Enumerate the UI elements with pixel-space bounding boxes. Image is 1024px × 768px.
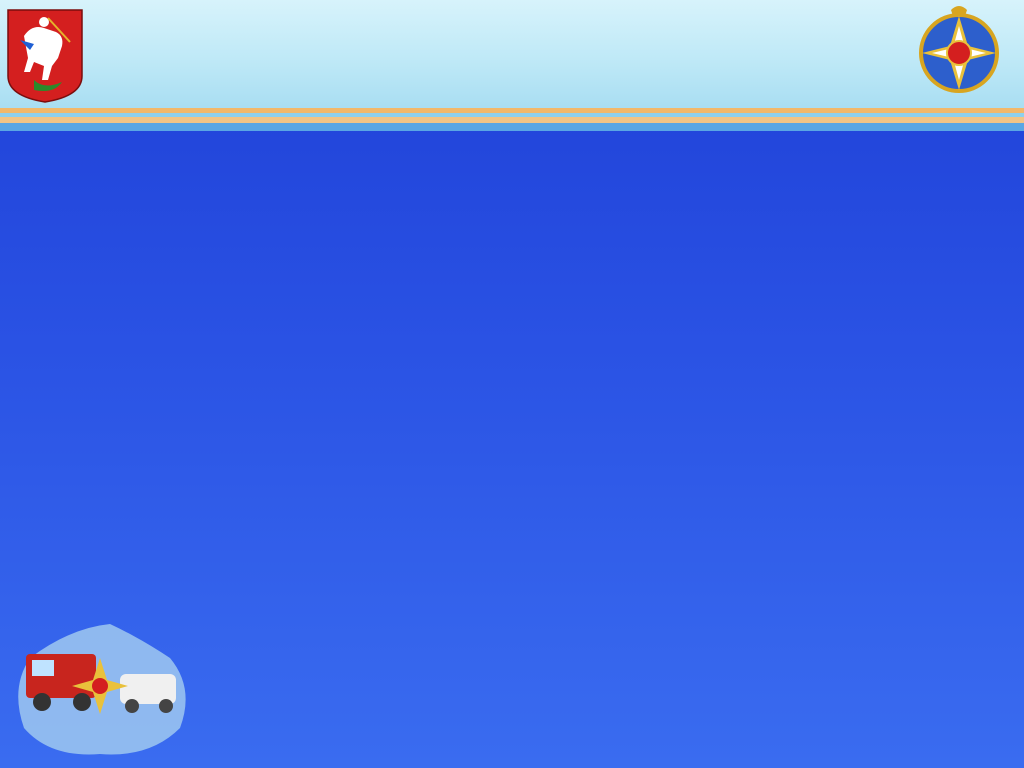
fire-truck-map-watermark-icon — [10, 618, 200, 768]
header-banner — [0, 0, 1024, 108]
moscow-oblast-coat-of-arms-icon — [4, 6, 86, 104]
fire-rescue-service-emblem-icon — [918, 2, 1000, 104]
header-stripe — [0, 123, 1024, 131]
